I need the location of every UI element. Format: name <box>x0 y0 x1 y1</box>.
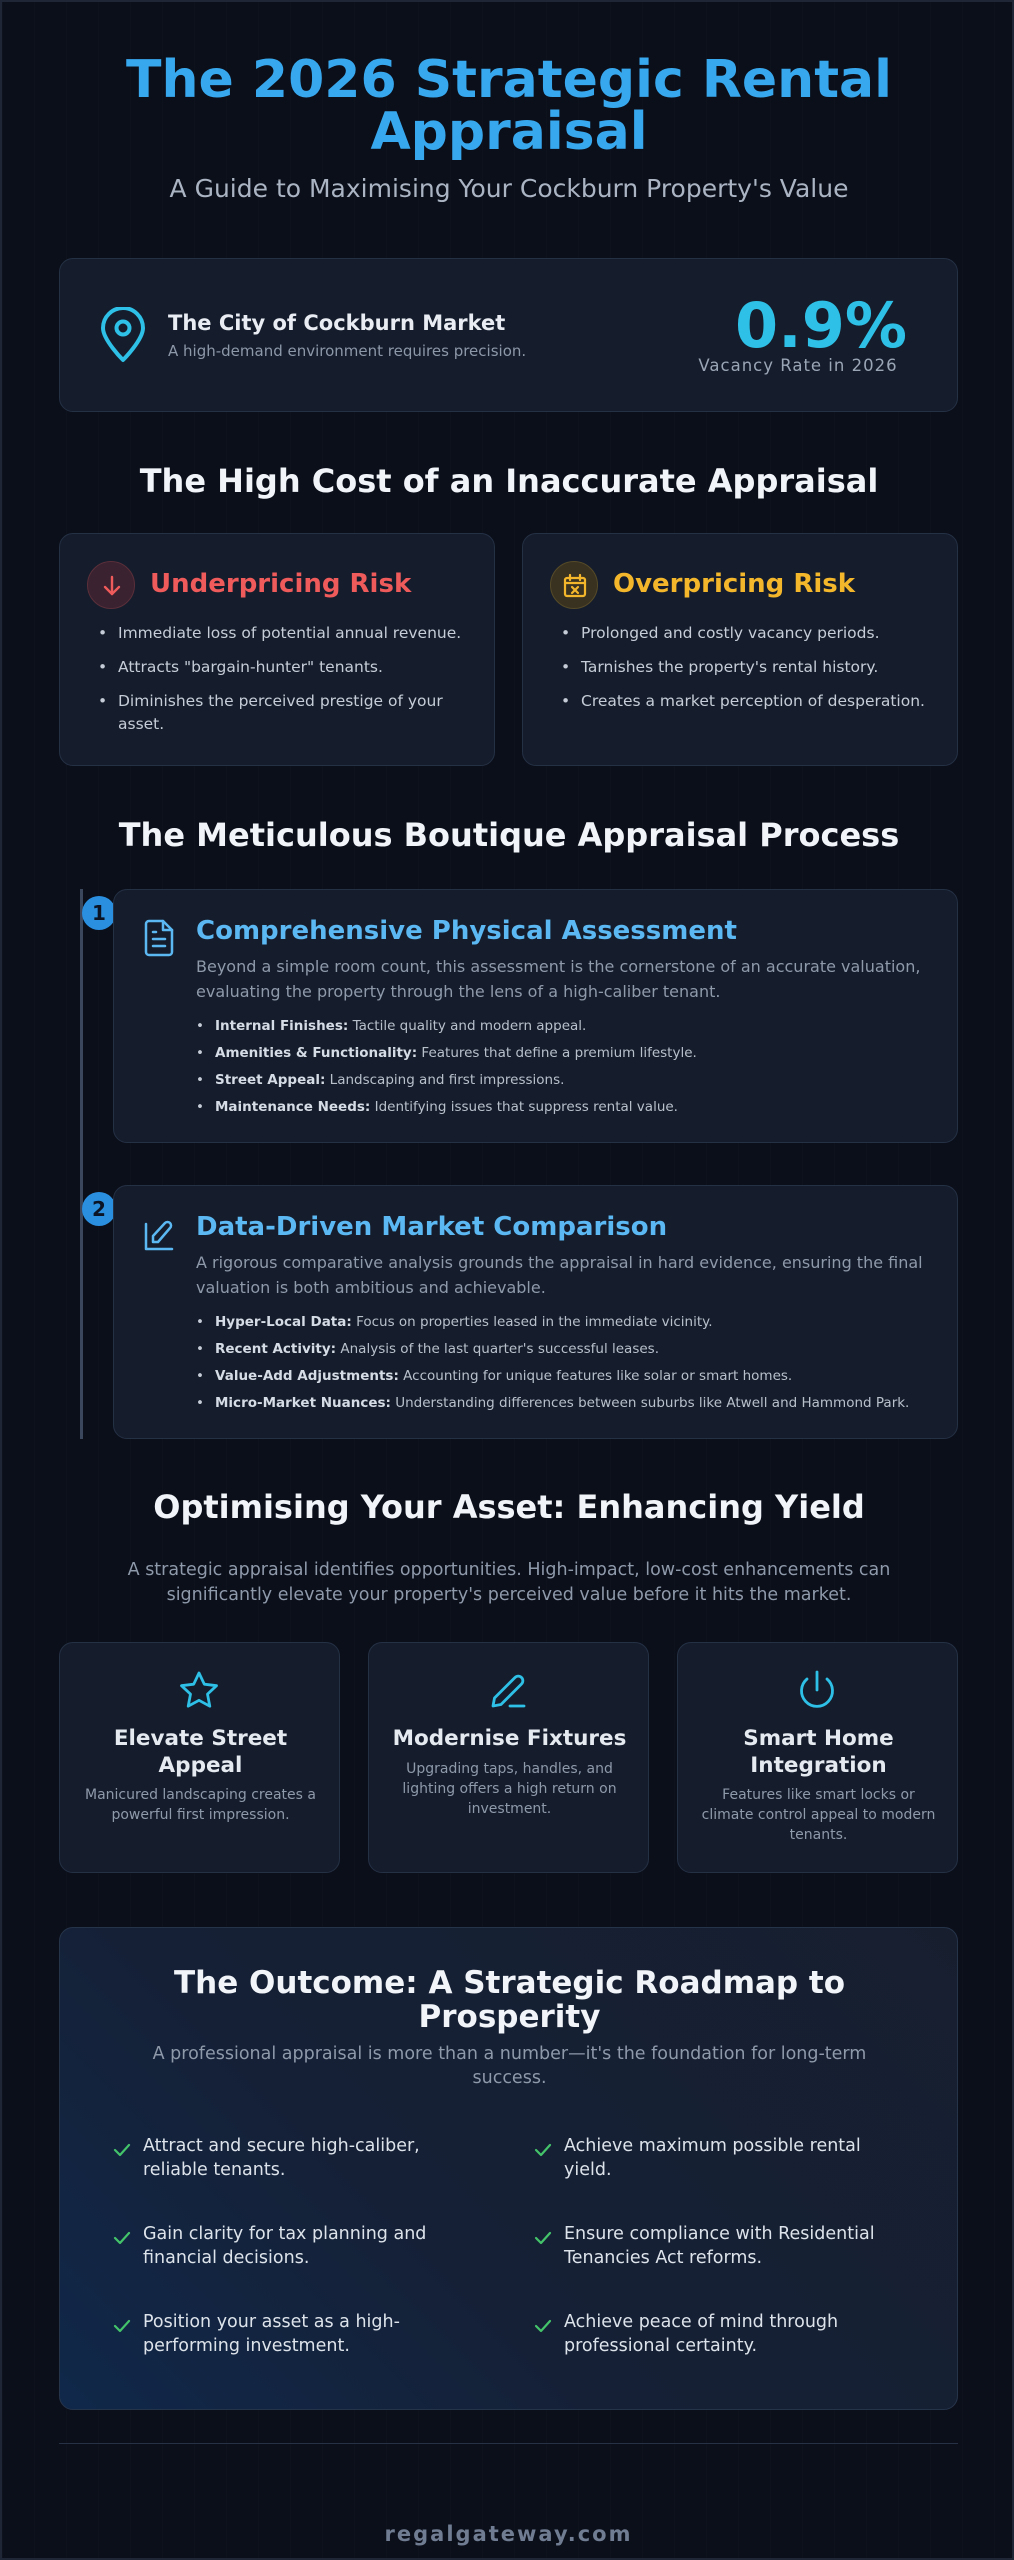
step-description: Beyond a simple room count, this assessment is the cornerstone of an accurate valuation, evaluating the property through the lens of a high-caliber tenant. <box>196 957 921 1001</box>
vacancy-rate-label: Vacancy Rate in 2026 <box>698 356 898 375</box>
feature-title: Modernise Fixtures <box>392 1726 627 1751</box>
outcome-card: The Outcome: A Strategic Roadmap to Prosperity A professional appraisal is more than a number—it's the foundation for long-term success. Attract and secure high-caliber, reliable tenants. Achieve maximum possible rental yield. Gain clarity for tax planning and financial decisions. Ensure compliance with Residential Tenancies Act reforms. Position your asset as a high-performing investment. Achieve peace of mind through professional certainty. <box>59 1927 958 2410</box>
feature-card-street-appeal <box>59 1642 340 1873</box>
page-title: The 2026 Strategic Rental Appraisal <box>126 50 892 162</box>
list-item: • Immediate loss of potential annual revenue. <box>118 622 478 645</box>
feature-description: Manicured landscaping creates a powerful first impression. <box>85 1787 316 1823</box>
enhancing-intro: A strategic appraisal identifies opportunities. High-impact, low-cost enhancements can significantly elevate your property's perceived value before it hits the market. <box>127 1560 891 1605</box>
overpricing-risk-list <box>561 622 941 724</box>
list-item: • Value-Add Adjustments: Accounting for unique features like solar or smart homes. <box>196 1366 936 1386</box>
list-item: • Street Appeal: Landscaping and first impressions. <box>196 1070 936 1090</box>
step-details-list <box>196 1312 936 1420</box>
arrow-down-icon <box>87 561 135 609</box>
feature-description: Upgrading taps, handles, and lighting offers a high return on investment. <box>402 1761 617 1817</box>
feature-card-smart-home <box>677 1642 958 1873</box>
list-item: • Tarnishes the property's rental history. <box>581 656 941 679</box>
underpricing-risk-title: Underpricing Risk <box>150 569 412 599</box>
list-item: • Maintenance Needs: Identifying issues that suppress rental value. <box>196 1097 936 1117</box>
market-card <box>59 258 958 412</box>
list-item: • Amenities & Functionality: Features that define a premium lifestyle. <box>196 1043 936 1063</box>
power-icon <box>793 1667 841 1715</box>
list-item: • Recent Activity: Analysis of the last quarter's successful leases. <box>196 1339 936 1359</box>
map-pin-icon <box>98 307 148 363</box>
market-subtitle: A high-demand environment requires precision. <box>168 342 527 360</box>
list-item: • Attracts "bargain-hunter" tenants. <box>118 656 478 679</box>
process-step-1 <box>113 889 958 1143</box>
overpricing-risk-title: Overpricing Risk <box>613 569 856 599</box>
outcome-subtitle: A professional appraisal is more than a number—it's the foundation for long-term success. <box>152 2044 867 2088</box>
list-item: • Creates a market perception of desperation. <box>581 690 941 713</box>
vacancy-rate-value: 0.9% <box>735 289 907 362</box>
list-item: • Prolonged and costly vacancy periods. <box>581 622 941 645</box>
document-icon <box>142 918 176 958</box>
pen-icon <box>484 1667 532 1715</box>
footer-site-link[interactable]: regalgateway.com <box>384 2522 633 2546</box>
market-title: The City of Cockburn Market <box>168 311 506 335</box>
check-icon <box>534 2318 552 2334</box>
step-details-list <box>196 1016 936 1124</box>
step-title: Comprehensive Physical Assessment <box>196 916 737 946</box>
edit-icon <box>142 1214 176 1254</box>
underpricing-risk-card <box>59 533 495 766</box>
check-icon <box>113 2318 131 2334</box>
timeline-line <box>80 889 83 1439</box>
check-icon <box>113 2142 131 2158</box>
calendar-x-icon <box>550 561 598 609</box>
star-icon <box>175 1667 223 1715</box>
list-item: • Diminishes the perceived prestige of your asset. <box>118 690 478 736</box>
cost-section-heading: The High Cost of an Inaccurate Appraisal <box>139 462 879 500</box>
process-step-2 <box>113 1185 958 1439</box>
feature-title: Smart Home Integration <box>743 1726 894 1778</box>
step-number-badge: 1 <box>82 896 116 930</box>
footer-divider <box>59 2443 958 2444</box>
check-icon <box>534 2230 552 2246</box>
underpricing-risk-list <box>98 622 478 747</box>
check-icon <box>113 2230 131 2246</box>
list-item: • Internal Finishes: Tactile quality and modern appeal. <box>196 1016 936 1036</box>
outcome-title: The Outcome: A Strategic Roadmap to Prosperity <box>173 1965 846 2035</box>
feature-card-fixtures <box>368 1642 649 1873</box>
enhancing-section-heading: Optimising Your Asset: Enhancing Yield <box>153 1488 865 1526</box>
step-number-badge: 2 <box>82 1192 116 1226</box>
list-item: • Micro-Market Nuances: Understanding differences between suburbs like Atwell and Hammond Park. <box>196 1393 936 1413</box>
process-section-heading: The Meticulous Boutique Appraisal Process <box>118 816 900 854</box>
check-icon <box>534 2142 552 2158</box>
feature-title: Elevate Street Appeal <box>113 1726 288 1778</box>
step-description: A rigorous comparative analysis grounds the appraisal in hard evidence, ensuring the final valuation is both ambitious and achievable. <box>196 1253 923 1297</box>
step-title: Data-Driven Market Comparison <box>196 1212 668 1242</box>
page-subtitle: A Guide to Maximising Your Cockburn Property's Value <box>169 174 849 203</box>
feature-description: Features like smart locks or climate control appeal to modern tenants. <box>701 1787 936 1843</box>
overpricing-risk-card <box>522 533 958 766</box>
list-item: • Hyper-Local Data: Focus on properties leased in the immediate vicinity. <box>196 1312 936 1332</box>
